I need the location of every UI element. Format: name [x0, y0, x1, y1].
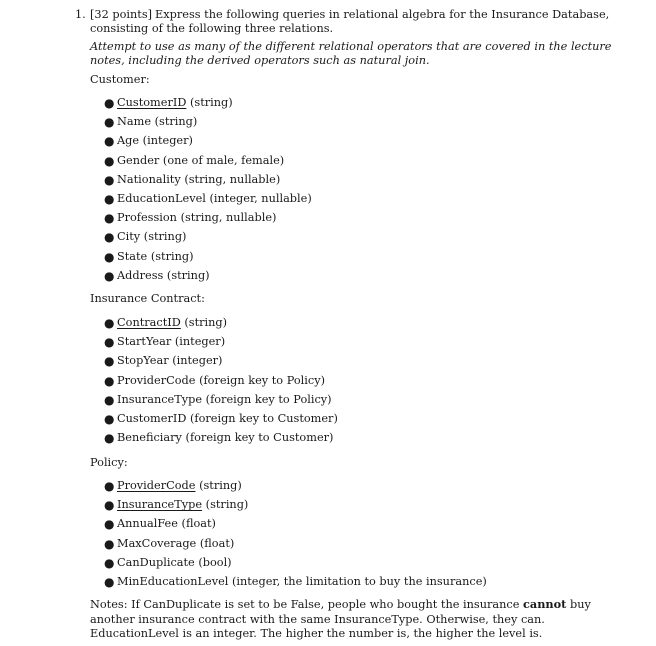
field-type: (foreign key to Policy) — [205, 392, 332, 406]
field-name: EducationLevel — [117, 191, 206, 205]
bullet-icon: ● — [104, 230, 115, 245]
bullet-icon: ● — [104, 354, 115, 369]
instruction-note: Attempt to use as many of the different relational operators that are covered in the lecture notes, including the derived operators such as natural join. — [90, 40, 612, 67]
bullet-icon: ● — [104, 268, 115, 283]
bullet-icon: ● — [104, 191, 115, 206]
field-name: City — [117, 230, 141, 244]
notes-text: Notes: If CanDuplicate is set to be False, people who bought the insurance — [90, 598, 520, 611]
notes-paragraph — [90, 597, 630, 642]
field-name: StartYear — [117, 335, 172, 349]
field-type: (integer) — [172, 354, 223, 368]
bullet-icon: ● — [104, 316, 115, 330]
field-type: (string) — [205, 498, 249, 512]
field-name: AnnualFee — [117, 517, 178, 531]
list-item — [0, 192, 312, 211]
list-item — [0, 115, 312, 134]
bullet-icon: ● — [104, 411, 115, 426]
bullet-icon: ● — [104, 153, 115, 168]
list-item — [0, 537, 487, 556]
field-name: InsuranceType — [117, 392, 203, 406]
field-type: (one of male, female) — [162, 153, 285, 167]
list-item — [0, 211, 312, 230]
field-type: (integer, the limitation to buy the insurance) — [231, 574, 487, 588]
field-type: (float) — [199, 536, 235, 550]
field-type: (float) — [181, 517, 216, 531]
bullet-icon: ● — [104, 536, 115, 551]
list-item — [0, 250, 312, 269]
field-name: CustomerID — [117, 411, 187, 425]
field-name: Profession — [117, 211, 177, 225]
list-item — [0, 374, 338, 393]
field-name: MaxCoverage — [117, 536, 197, 550]
question-intro-text: Express the following queries in relational algebra for the Insurance Database, consisting of the following three relations. — [90, 8, 610, 35]
bullet-icon: ● — [104, 431, 115, 446]
contract-heading: Insurance Contract: — [90, 292, 205, 305]
field-type: (integer) — [174, 335, 226, 349]
bullet-icon: ● — [104, 498, 115, 513]
bullet-icon: ● — [104, 517, 115, 532]
field-type: (foreign key to Customer) — [185, 431, 334, 445]
bullet-icon: ● — [104, 555, 115, 570]
list-item — [0, 556, 487, 575]
notes-line-2: EducationLevel is an integer. The higher the number is, the higher the level is. — [90, 627, 543, 640]
field-type: (string) — [199, 479, 242, 492]
list-item — [0, 498, 487, 517]
bullet-icon: ● — [104, 115, 115, 130]
list-item — [0, 517, 487, 536]
field-name: CustomerID — [117, 96, 187, 109]
list-item — [0, 269, 312, 288]
bullet-icon: ● — [104, 249, 115, 264]
field-type: (foreign key to Customer) — [189, 411, 338, 425]
list-item — [0, 173, 312, 192]
field-name: Nationality — [117, 172, 181, 186]
field-name: Gender — [117, 153, 160, 167]
question-points: [32 points] — [90, 8, 153, 21]
list-item — [0, 412, 338, 431]
customer-field-list — [0, 96, 312, 288]
field-name: ContractID — [117, 316, 181, 329]
bullet-icon: ● — [104, 172, 115, 187]
policy-heading: Policy: — [90, 456, 128, 469]
field-name: StopYear — [117, 354, 169, 368]
field-name: Beneficiary — [117, 431, 182, 445]
policy-field-list — [0, 479, 487, 594]
field-type: (integer, nullable) — [209, 191, 312, 205]
field-type: (string) — [184, 316, 228, 329]
notes-text-continued: buy another insurance contract with the same InsuranceType. Otherwise, they can. — [90, 598, 591, 626]
field-type: (integer) — [142, 134, 193, 148]
field-name: ProviderCode — [117, 373, 196, 387]
list-item — [0, 431, 338, 450]
list-item — [0, 230, 312, 249]
bullet-icon: ● — [104, 574, 115, 589]
field-name: MinEducationLevel — [117, 574, 229, 588]
question-number: 1. — [75, 8, 86, 21]
notes-emphasis: cannot — [523, 597, 567, 611]
bullet-icon: ● — [104, 479, 115, 493]
list-item — [0, 354, 338, 373]
field-name: CanDuplicate — [117, 555, 195, 569]
list-item — [0, 575, 487, 594]
field-name: ProviderCode — [117, 479, 196, 492]
bullet-icon: ● — [104, 96, 115, 110]
bullet-icon: ● — [104, 134, 115, 149]
contract-field-list — [0, 316, 338, 450]
field-name: Age — [117, 134, 140, 148]
field-type: (string) — [166, 268, 210, 282]
list-item — [0, 134, 312, 153]
field-type: (string, nullable) — [180, 211, 277, 225]
field-name: InsuranceType — [117, 498, 203, 512]
field-type: (string, nullable) — [184, 172, 281, 186]
field-type: (string) — [189, 96, 233, 109]
list-item — [0, 335, 338, 354]
list-item — [0, 479, 487, 498]
field-name: State — [117, 249, 148, 263]
list-item — [0, 316, 338, 335]
field-name: Name — [117, 115, 152, 129]
field-type: (string) — [150, 249, 194, 263]
field-type: (foreign key to Policy) — [199, 373, 325, 387]
customer-heading: Customer: — [90, 73, 150, 86]
field-type: (bool) — [198, 555, 232, 569]
field-type: (string) — [143, 230, 187, 244]
bullet-icon: ● — [104, 335, 115, 350]
list-item — [0, 154, 312, 173]
bullet-icon: ● — [104, 211, 115, 226]
question-intro — [90, 8, 630, 36]
list-item — [0, 96, 312, 115]
field-name: Address — [117, 268, 164, 282]
list-item — [0, 393, 338, 412]
field-type: (string) — [154, 115, 198, 129]
bullet-icon: ● — [104, 373, 115, 388]
bullet-icon: ● — [104, 392, 115, 407]
